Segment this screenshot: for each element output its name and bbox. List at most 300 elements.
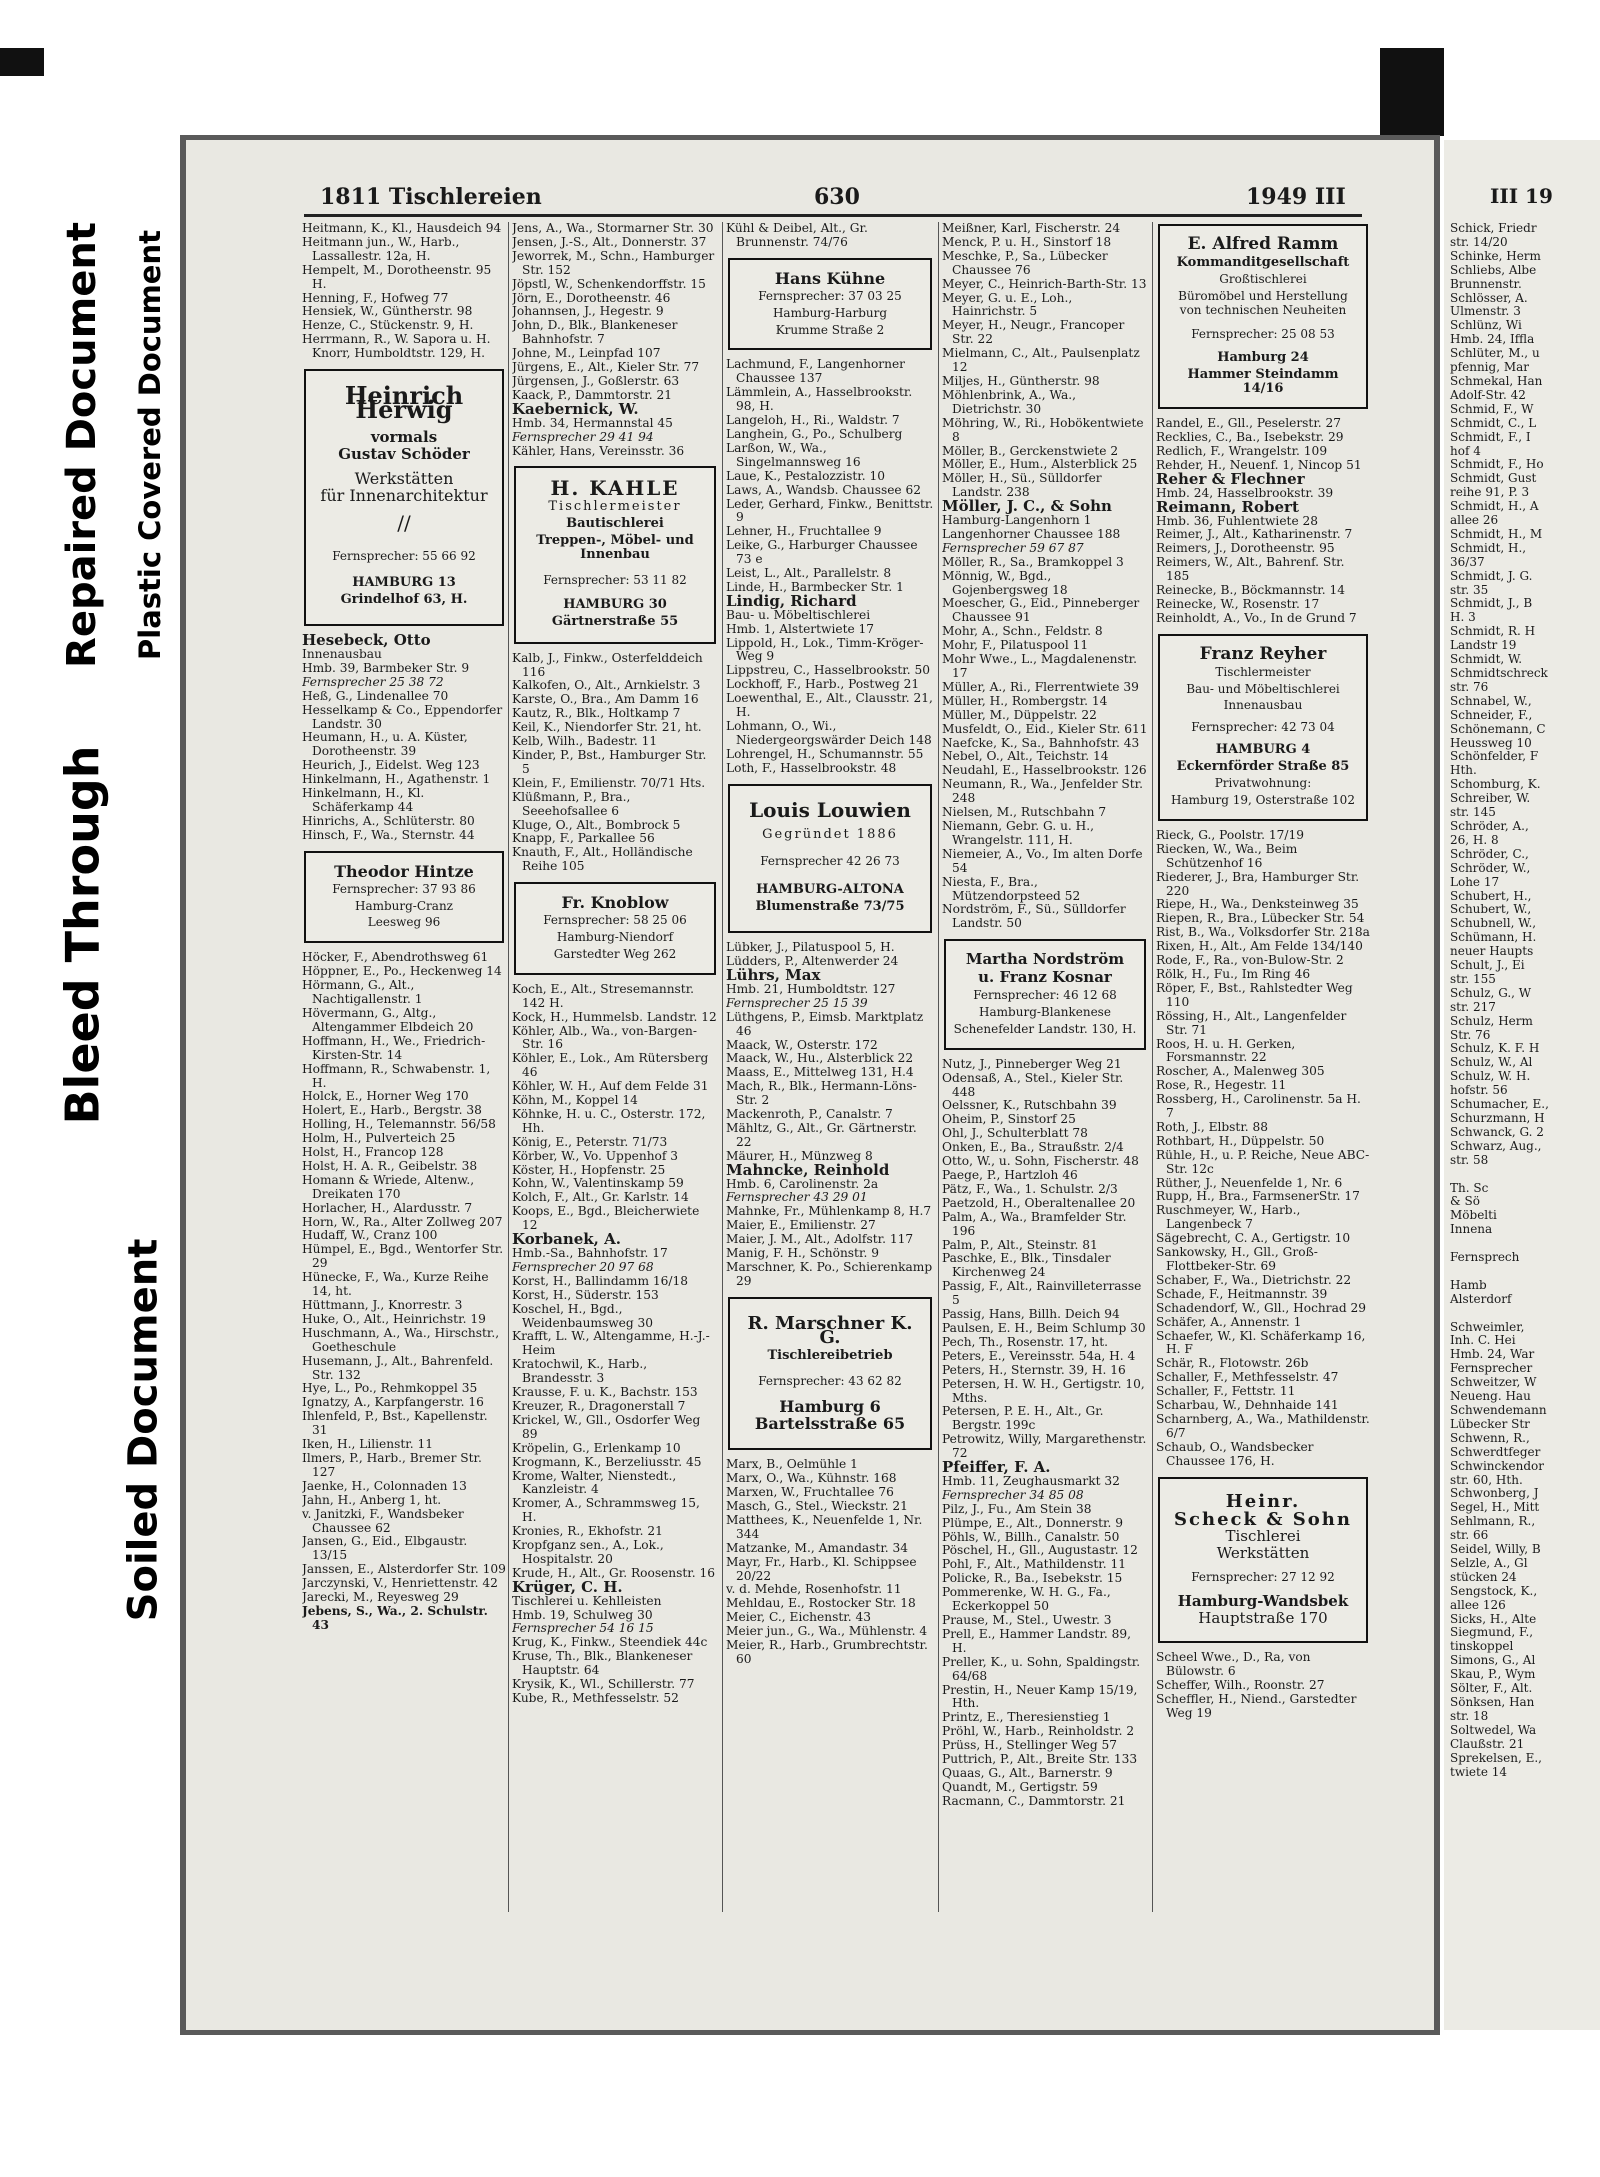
entry: Oheim, P., Sinstorf 25 — [942, 1112, 1076, 1127]
entry: Lüthgens, P., Eimsb. Marktplatz 46 — [726, 1009, 924, 1038]
entry: Leike, G., Harburger Chaussee 73 e — [726, 538, 918, 567]
adjacent-entry: Schmid, F., W — [1450, 401, 1534, 416]
entry: Lehner, H., Fruchtallee 9 — [726, 524, 882, 539]
adjacent-entry: Schwanck, G. 2 — [1450, 1124, 1544, 1139]
ad-name: Fr. Knoblow — [561, 893, 669, 913]
entry: Hmb. 34, Hermannstal 45 — [512, 415, 673, 430]
adjacent-entry: Sicks, H., Alte — [1450, 1611, 1537, 1626]
entry: Kruse, Th., Blk., Blankeneser Hauptstr. 64 — [512, 1649, 693, 1678]
entry: Husemann, J., Alt., Bahrenfeld. Str. 132 — [302, 1353, 494, 1382]
entry: Kratochwil, K., Harb., Brandesstr. 3 — [512, 1357, 648, 1386]
entry: Jebens, S., Wa., 2. Schulstr. 43 — [302, 1603, 488, 1632]
entry: Nielsen, M., Rutschbahn 7 — [942, 805, 1107, 820]
adjacent-entry: str. 217 — [1450, 999, 1496, 1014]
ad-phone: Fernsprecher: 37 93 86 — [332, 881, 476, 896]
entry: Nebel, O., Alt., Teichstr. 14 — [942, 749, 1109, 764]
entry: Kautz, R., Blk., Holtkamp 7 — [512, 706, 681, 721]
entry: Iken, H., Lilienstr. 11 — [302, 1437, 434, 1452]
adjacent-entry: Schönemann, C — [1450, 721, 1546, 736]
entry: Hövermann, G., Altg., Altengammer Elbdeich 20 — [302, 1005, 474, 1034]
entry: Pohl, F., Alt., Mathildenstr. 11 — [942, 1557, 1126, 1572]
adjacent-entry: Str. 76 — [1450, 1027, 1491, 1042]
entry: Paschke, E., Blk., Tinsdaler Kirchenweg 24 — [942, 1251, 1111, 1280]
entry: Maier, J. M., Alt., Adolfstr. 117 — [726, 1232, 914, 1247]
entry: Jarecki, M., Reyesweg 29 — [302, 1590, 459, 1605]
entry: Riepen, R., Bra., Lübecker Str. 54 — [1156, 911, 1365, 926]
adjacent-entry: stücken 24 — [1450, 1569, 1517, 1584]
adjacent-header: III 19 — [1490, 184, 1553, 208]
entry: Krogmann, K., Berzeliusstr. 45 — [512, 1454, 702, 1469]
entry: Maack, W., Osterstr. 172 — [726, 1037, 878, 1052]
entry: Hmb. 39, Barmbeker Str. 9 — [302, 660, 470, 675]
entry: Lachmund, F., Langenhorner Chaussee 137 — [726, 357, 905, 386]
entries-c3d — [726, 1458, 934, 1667]
entry: Policke, R., Ba., Isebekstr. 15 — [942, 1571, 1123, 1586]
ad-name: Heinr. — [1225, 1490, 1301, 1512]
adjacent-entry: Schult, J., Ei — [1450, 958, 1525, 973]
adjacent-entry: Schweitzer, W — [1450, 1375, 1537, 1390]
ad-name: Louis Louwien — [749, 797, 911, 822]
entry: Rieck, G., Poolstr. 17/19 — [1156, 827, 1304, 842]
entry: Hesebeck, Otto — [302, 631, 431, 650]
entry: Holst, H. A. R., Geibelstr. 38 — [302, 1158, 478, 1173]
entry: Koch, E., Alt., Stresemannstr. 142 H. — [512, 981, 695, 1010]
entry: Peters, E., Vereinsstr. 54a, H. 4 — [942, 1348, 1136, 1363]
entry: Kaack, P., Dammtorstr. 21 — [512, 387, 673, 402]
adjacent-entry: Möbelti — [1450, 1208, 1497, 1223]
entry: Schaller, F., Fettstr. 11 — [1156, 1384, 1296, 1399]
ad-city: Hamburg 6 — [779, 1397, 881, 1417]
entry: Marx, O., Wa., Kühnstr. 168 — [726, 1471, 897, 1486]
scan-edge-mark — [0, 48, 44, 76]
adjacent-entry: Hamb — [1450, 1277, 1487, 1292]
entry: Mielmann, C., Alt., Paulsenplatz 12 — [942, 346, 1140, 375]
adjacent-entry: allee 126 — [1450, 1597, 1506, 1612]
entry: Ruschmeyer, W., Harb., Langenbeck 7 — [1156, 1203, 1301, 1232]
adjacent-entry: Schmidt, F., I — [1450, 429, 1531, 444]
entry: Herrmann, R., W. Sapora u. H. Knorr, Humboldtstr. 129, H. — [302, 332, 491, 361]
adjacent-entry: str. 60, Hth. — [1450, 1472, 1523, 1487]
column-3 — [726, 222, 934, 1922]
column-2 — [512, 222, 718, 1922]
ad-street: Garstedter Weg 262 — [553, 946, 677, 961]
entry: Hempelt, M., Dorotheenstr. 95 H. — [302, 262, 492, 291]
entries-c1c — [302, 951, 506, 1632]
ad-street: Gärtnerstraße 55 — [551, 613, 679, 629]
entry: Meyer, C., Heinrich-Barth-Str. 13 — [942, 276, 1147, 291]
entry: Marx, B., Oelmühle 1 — [726, 1457, 858, 1472]
entry: Meyer, H., Neugr., Francoper Str. 22 — [942, 318, 1125, 347]
adjacent-entry: Schubert, H., — [1450, 888, 1532, 903]
entry: Redlich, F., Wrangelstr. 109 — [1156, 443, 1328, 458]
adjacent-entry: Adolf-Str. 42 — [1450, 387, 1526, 402]
ad-street: Grindelhof 63, H. — [340, 592, 468, 608]
adjacent-entry: Schulz, W., Al — [1450, 1055, 1533, 1070]
adjacent-entry: Alsterdorf — [1450, 1291, 1512, 1306]
column-divider — [508, 222, 509, 1912]
entry: Scheffer, Wilh., Roonstr. 27 — [1156, 1677, 1325, 1692]
entry: Ignatzy, A., Karpfangerstr. 16 — [302, 1395, 484, 1410]
entry: König, E., Peterstr. 71/73 — [512, 1134, 668, 1149]
entry: Musfeldt, O., Eid., Kieler Str. 611 — [942, 721, 1148, 736]
entry: Pätz, F., Wa., 1. Schulstr. 2/3 — [942, 1181, 1118, 1196]
ad-phone: Fernsprecher: 46 12 68 — [973, 988, 1117, 1003]
adjacent-entry: Schulz, W. H. — [1450, 1069, 1531, 1084]
entry: Hmb. 6, Carolinenstr. 2a — [726, 1176, 879, 1191]
entry: Riecken, W., Wa., Beim Schützenhof 16 — [1156, 841, 1298, 870]
entry: Jeworrek, M., Schn., Hamburger Str. 152 — [512, 248, 715, 277]
entry: Reinecke, W., Rosenstr. 17 — [1156, 596, 1320, 611]
entry: Krug, K., Finkw., Steendiek 44c — [512, 1635, 708, 1650]
entry: Passig, Hans, Billh. Deich 94 — [942, 1307, 1120, 1322]
ad-city: HAMBURG 13 — [352, 575, 456, 591]
entry: Linde, H., Barmbecker Str. 1 — [726, 579, 904, 594]
ad-city: Hamburg-Blankenese — [979, 1004, 1111, 1019]
adjacent-entry: Siegmund, F., — [1450, 1625, 1534, 1640]
entry: Köhler, W. H., Auf dem Felde 31 — [512, 1079, 709, 1094]
entries-c3c — [726, 941, 934, 1289]
entry: Hünecke, F., Wa., Kurze Reihe 14, ht. — [302, 1270, 489, 1299]
adjacent-entry: Sprekelsen, E., — [1450, 1750, 1542, 1765]
entry: Henze, C., Stückenstr. 9, H. — [302, 318, 474, 333]
ad-text: Tischlermeister — [548, 499, 682, 515]
adjacent-entry: Schick, Friedr — [1450, 221, 1537, 235]
adjacent-entry: Schmidt, W. — [1450, 652, 1523, 667]
entry: Hmb.-Sa., Bahnhofstr. 17 — [512, 1246, 668, 1260]
entry: Rothbart, H., Düppelstr. 50 — [1156, 1133, 1325, 1148]
entry: Schär, R., Flotowstr. 26b — [1156, 1356, 1309, 1371]
entry: Neumann, R., Wa., Jenfelder Str. 248 — [942, 777, 1144, 806]
entries-c5c — [1156, 1651, 1370, 1721]
directory-page — [186, 140, 1434, 2030]
adjacent-entry: tinskoppel — [1450, 1639, 1514, 1654]
entry: Menck, P. u. H., Sinstorf 18 — [942, 234, 1112, 249]
column-5 — [1156, 222, 1370, 1922]
entry: Möller, R., Sa., Bramkoppel 3 — [942, 554, 1124, 569]
entry: Kube, R., Methfesselstr. 52 — [512, 1691, 679, 1705]
entry: Krickel, W., Gll., Osdorfer Weg 89 — [512, 1412, 701, 1441]
entry: Möller, E., Hum., Alsterblick 25 — [942, 457, 1138, 472]
adjacent-entry: Hth. — [1450, 763, 1477, 778]
entry: Krysik, K., Wl., Schillerstr. 77 — [512, 1677, 695, 1692]
adjacent-entry: Neueng. Hau — [1450, 1389, 1531, 1404]
entry: Peters, H., Sternstr. 39, H. 16 — [942, 1362, 1126, 1377]
adjacent-entry: Schmidt, J. G. — [1450, 568, 1533, 583]
adjacent-entry: Schmidt, H., — [1450, 540, 1527, 555]
entry: Bau- u. Möbeltischlerei — [726, 607, 871, 622]
entry: Scheel Wwe., D., Ra, von Bülowstr. 6 — [1156, 1649, 1311, 1678]
ad-name: Hans Kühne — [774, 268, 886, 288]
ad-street: Bartelsstraße 65 — [754, 1414, 906, 1434]
entry: Jens, A., Wa., Stormarner Str. 30 — [512, 222, 714, 235]
entry: Reimer, J., Alt., Katharinenstr. 7 — [1156, 527, 1353, 542]
entry: Hoffmann, R., Schwabenstr. 1, H. — [302, 1061, 491, 1090]
entry: Langeloh, H., Ri., Waldstr. 7 — [726, 413, 900, 428]
ad-marschner — [728, 1297, 932, 1450]
entry: Prestin, H., Neuer Kamp 15/19, Hth. — [942, 1682, 1138, 1711]
entry: Niemeier, A., Vo., Im alten Dorfe 54 — [942, 846, 1143, 875]
entry: Köhnke, H. u. C., Osterstr. 172, Hh. — [512, 1106, 706, 1135]
adjacent-entry: Simons, G., Al — [1450, 1653, 1536, 1668]
entry: Johannsen, J., Hegestr. 9 — [512, 304, 664, 319]
entry: Hamburg-Langenhorn 1 — [942, 513, 1092, 528]
entry: Pöschel, H., Gll., Augustastr. 12 — [942, 1543, 1138, 1558]
adjacent-entry: Fernsprech — [1450, 1250, 1520, 1265]
entry: Pilz, J., Fu., Am Stein 38 — [942, 1501, 1092, 1516]
entry: Kähler, Hans, Vereinsstr. 36 — [512, 443, 685, 458]
adjacent-entry: Schubert, W., — [1450, 902, 1532, 917]
adjacent-entry: Schlösser, A. — [1450, 290, 1528, 305]
ad-city: HAMBURG 4 — [1215, 742, 1311, 758]
adjacent-entry: 36/37 — [1450, 554, 1485, 569]
entry: Schaub, O., Wandsbecker Chaussee 176, H. — [1156, 1439, 1314, 1468]
entry: Loth, F., Hasselbrookstr. 48 — [726, 760, 897, 775]
ad-reyher — [1158, 634, 1368, 821]
entry: Klein, F., Emilienstr. 70/71 Hts. — [512, 775, 706, 790]
entry: Ihlenfeld, P., Bst., Kapellenstr. 31 — [302, 1409, 488, 1438]
entry: Koschel, H., Bgd., Weidenbaumsweg 30 — [512, 1301, 654, 1330]
ad-text: vormals — [370, 427, 438, 446]
entry: Schäfer, A., Annenstr. 1 — [1156, 1314, 1302, 1329]
ad-city: HAMBURG 30 — [563, 596, 667, 612]
entry: Hye, L., Po., Rehmkoppel 35 — [302, 1381, 478, 1396]
entry: Krausse, F. u. K., Bachstr. 153 — [512, 1385, 698, 1400]
adjacent-entry: hof 4 — [1450, 443, 1481, 458]
entry: Prüss, H., Stellinger Weg 57 — [942, 1738, 1118, 1753]
entry: Holst, H., Francop 128 — [302, 1145, 444, 1160]
adjacent-entry: Hmb. 24, Iffla — [1450, 332, 1535, 347]
entry: Köster, H., Hopfenstr. 25 — [512, 1162, 666, 1177]
adjacent-entry: 26, H. 8 — [1450, 832, 1499, 847]
entry: Heumann, H., u. A. Küster, Dorotheenstr. 39 — [302, 730, 468, 759]
entry: Leder, Gerhard, Finkw., Benittstr. 9 — [726, 496, 934, 525]
ad-nordstrom — [944, 939, 1146, 1050]
entry: Hörmann, G., Alt., Nachtigallenstr. 1 — [302, 978, 423, 1007]
entry: Kromer, A., Schrammsweg 15, H. — [512, 1496, 700, 1525]
entry: Heß, G., Lindenallee 70 — [302, 688, 449, 703]
adjacent-entry: Ulmenstr. 3 — [1450, 304, 1521, 319]
entry: Schaber, F., Wa., Dietrichstr. 22 — [1156, 1272, 1352, 1287]
entry: Sägebrecht, C. A., Gertigstr. 10 — [1156, 1231, 1351, 1246]
ad-text: Innenausbau — [1223, 698, 1303, 713]
entry: Kröpelin, G., Erlenkamp 10 — [512, 1440, 681, 1455]
adjacent-entry: Schneider, F., — [1450, 707, 1533, 722]
adjacent-entry: Schinke, Herm — [1450, 248, 1541, 263]
adjacent-entry: Selzle, A., Gl — [1450, 1555, 1528, 1570]
entry: Oelssner, K., Rutschbahn 39 — [942, 1098, 1117, 1113]
entry: Langenhorner Chaussee 188 — [942, 526, 1121, 541]
column-1 — [302, 222, 506, 1922]
adjacent-entry: str. 35 — [1450, 582, 1489, 597]
entry: Müller, H., Rombergstr. 14 — [942, 693, 1108, 708]
entry: v. Janitzki, F., Wandsbeker Chaussee 62 — [302, 1506, 464, 1535]
adjacent-entry — [1450, 1265, 1549, 1279]
entry: Müller, A., Ri., Flerrentwiete 39 — [942, 679, 1139, 694]
ad-street: Blumenstraße 73/75 — [755, 899, 905, 915]
adjacent-entry: Schumacher, E., — [1450, 1097, 1549, 1112]
ad-ramm — [1158, 224, 1368, 409]
entry: Prause, M., Stel., Uwestr. 3 — [942, 1613, 1112, 1627]
ad-name: Heinrich Herwig — [344, 381, 464, 424]
entry: Petersen, P. E. H., Alt., Gr. Bergstr. 199c — [942, 1404, 1104, 1433]
column-4 — [942, 222, 1148, 1922]
entry: Neudahl, E., Hasselbrookstr. 126 — [942, 763, 1147, 778]
entry: Reher & Flechner — [1156, 469, 1305, 488]
adjacent-entry: H. 3 — [1450, 610, 1476, 625]
ad-phone: Fernsprecher: 25 08 53 — [1191, 326, 1335, 341]
entry: Marxen, W., Fruchtallee 76 — [726, 1485, 894, 1500]
entry: Manig, F. H., Schönstr. 9 — [726, 1246, 879, 1261]
adjacent-entry: Schweimler, — [1450, 1319, 1525, 1334]
entry: Maier, E., Emilienstr. 27 — [726, 1218, 876, 1233]
adjacent-entry: Schmidt, Gust — [1450, 471, 1537, 486]
adjacent-entry: Schliebs, Albe — [1450, 262, 1537, 277]
entry: Keil, K., Niendorfer Str. 21, ht. — [512, 720, 702, 735]
entry: Petrowitz, Willy, Margarethenstr. 72 — [942, 1432, 1147, 1461]
ad-city: Hamburg-Cranz — [354, 898, 453, 913]
entry: Mäurer, H., Münzweg 8 — [726, 1148, 873, 1163]
adjacent-entry: Schnabel, W., — [1450, 693, 1532, 708]
entry: Schaefer, W., Kl. Schäferkamp 16, H. F — [1156, 1328, 1366, 1357]
adjacent-entry: Schmidt, R. H — [1450, 624, 1536, 639]
entry: Schadendorf, W., Gll., Hochrad 29 — [1156, 1300, 1367, 1315]
ad-kahle — [514, 466, 716, 643]
ad-text: Großtischlerei — [1219, 271, 1307, 286]
adjacent-entry: allee 26 — [1450, 513, 1499, 528]
entry: Köhler, Alb., Wa., von-Bargen-Str. 16 — [512, 1023, 698, 1052]
adjacent-entry: Brunnenstr. — [1450, 276, 1522, 291]
adjacent-entry: Inh. C. Hei — [1450, 1333, 1516, 1348]
entries-c5a — [1156, 417, 1370, 626]
entry: Reimers, W., Alt., Bahrenf. Str. 185 — [1156, 555, 1345, 584]
entry: Hensiek, W., Güntherstr. 98 — [302, 304, 473, 319]
entry: Höppner, E., Po., Heckenweg 14 — [302, 964, 502, 979]
entry: Möller, B., Gerckenstwiete 2 — [942, 443, 1119, 458]
entry: Johne, M., Leinpfad 107 — [512, 346, 661, 361]
entries-c5b — [1156, 829, 1370, 1469]
entry: Hüttmann, J., Knorrestr. 3 — [302, 1298, 463, 1312]
adjacent-entry: Heussweg 10 — [1450, 735, 1532, 750]
entry: Lohmann, O., Wi., Niedergeorgswärder Deich 148 — [726, 719, 932, 747]
entry: Mohr, A., Schn., Feldstr. 8 — [942, 624, 1103, 639]
ad-text: Privatwohnung: — [1214, 776, 1312, 791]
adjacent-entry: Claußstr. 21 — [1450, 1736, 1525, 1751]
adjacent-entry: Fernsprecher — [1450, 1361, 1533, 1376]
entry: Larßon, W., Wa., Singelmannsweg 16 — [726, 440, 861, 469]
entry: Schaller, F., Methfesselstr. 47 — [1156, 1370, 1339, 1385]
entry: Köhler, E., Lok., Am Rütersberg 46 — [512, 1051, 709, 1080]
entry: Holling, H., Telemannstr. 56/58 — [302, 1117, 496, 1132]
adjacent-entry: pfennig, Mar — [1450, 360, 1530, 375]
ad-text: Werkstätten — [1216, 1544, 1310, 1563]
adjacent-entry: Schwonberg, J — [1450, 1486, 1539, 1501]
entries-c2c — [512, 983, 718, 1706]
entry: Scheffler, H., Niend., Garstedter Weg 19 — [1156, 1691, 1357, 1720]
entry: Pommerenke, W. H. G., Fa., Eckerkoppel 50 — [942, 1585, 1111, 1614]
ad-name: Theodor Hintze — [334, 861, 474, 881]
entry: Reimann, Robert — [1156, 497, 1299, 516]
header-year: 1949 III — [1246, 184, 1346, 210]
adjacent-entry: Schümann, H. — [1450, 930, 1537, 945]
ad-city: Hamburg-Harburg — [772, 305, 888, 320]
ad-city: Hamburg 24 — [1217, 350, 1309, 366]
entry: Krude, H., Alt., Gr. Roosenstr. 16 — [512, 1565, 716, 1580]
adjacent-entry: Schomburg, K. — [1450, 777, 1541, 792]
entry: Knapp, F., Parkallee 56 — [512, 831, 655, 846]
entry: Fernsprecher 59 67 87 — [942, 540, 1084, 555]
adjacent-entry: Soltwedel, Wa — [1450, 1722, 1537, 1737]
ad-phone: Fernsprecher: 42 73 04 — [1191, 720, 1335, 735]
entry: Kolch, F., Alt., Gr. Karlstr. 14 — [512, 1190, 689, 1205]
ad-text: Bau- und Möbeltischlerei — [1186, 681, 1340, 696]
entry: Lührs, Max — [726, 965, 821, 984]
ad-phone: Fernsprecher: 58 25 06 — [543, 913, 687, 928]
entry: Puttrich, P., Alt., Breite Str. 133 — [942, 1752, 1138, 1767]
adjacent-entry: neuer Haupts — [1450, 944, 1534, 959]
adjacent-entry: Lohe 17 — [1450, 874, 1500, 889]
entry: Odensaß, A., Stel., Kieler Str. 448 — [942, 1070, 1124, 1099]
entry: Rölk, H., Fu., Im Ring 46 — [1156, 966, 1311, 981]
adjacent-entry: Schröder, W., — [1450, 860, 1531, 875]
entry: Niesta, F., Bra., Mützendorpsteed 52 — [942, 874, 1081, 903]
adjacent-entry: str. 18 — [1450, 1708, 1489, 1723]
entry: Lohrengel, H., Schumannstr. 55 — [726, 746, 924, 761]
entry: Rossberg, H., Carolinenstr. 5a H. 7 — [1156, 1092, 1361, 1121]
adjacent-entry: Sengstock, K., — [1450, 1583, 1538, 1598]
entry: Kinder, P., Bst., Hamburger Str. 5 — [512, 748, 707, 776]
entry: Hmb. 1, Alstertwiete 17 — [726, 621, 875, 636]
entry: Krüger, C. H. — [512, 1577, 623, 1596]
entry: Fernsprecher 29 41 94 — [512, 429, 654, 444]
adjacent-entry: Schmidtschreck — [1450, 666, 1548, 680]
entry: Körber, W., Vo. Uppenhof 3 — [512, 1148, 679, 1163]
entry: Jensen, J.-S., Alt., Donnerstr. 37 — [512, 234, 707, 249]
entry: Janssen, E., Alsterdorfer Str. 109 — [302, 1562, 506, 1577]
adjacent-entry: Hmb. 24, War — [1450, 1347, 1535, 1362]
entry: Riederer, J., Bra, Hamburger Str. 220 — [1156, 869, 1360, 898]
entry: Jörn, E., Dorotheenstr. 46 — [512, 290, 671, 305]
entry: Prell, E., Hammer Landstr. 89, H. — [942, 1626, 1132, 1655]
entry: Huschmann, A., Wa., Hirschstr., Goetheschule — [302, 1325, 500, 1354]
ad-street: Hauptstraße 170 — [1198, 1609, 1328, 1628]
ad-phone: Fernsprecher: 43 62 82 — [758, 1373, 902, 1388]
entry: Reimers, J., Dorotheenstr. 95 — [1156, 541, 1335, 556]
adjacent-entry: Schurzmann, H — [1450, 1111, 1545, 1125]
entry: Korst, H., Süderstr. 153 — [512, 1287, 659, 1302]
entry: Müller, M., Düppelstr. 22 — [942, 707, 1097, 722]
entry: Scharnberg, A., Wa., Mathildenstr. 6/7 — [1156, 1411, 1370, 1440]
entry: Leist, L., Alt., Parallelstr. 8 — [726, 566, 892, 581]
entry: Nordström, F., Sü., Sülldorfer Landstr. 50 — [942, 902, 1126, 931]
ad-city: Hamburg-Wandsbek — [1177, 1592, 1349, 1611]
entry: Koops, E., Bgd., Bleicherwiete 12 — [512, 1204, 700, 1233]
entry: Scharbau, W., Dehnhaide 141 — [1156, 1398, 1339, 1413]
adjacent-entry: twiete 14 — [1450, 1764, 1508, 1779]
entries-c4a — [942, 222, 1148, 931]
adjacent-entry: Schlüter, M., u — [1450, 346, 1540, 361]
entry: Preller, K., u. Sohn, Spaldingstr. 64/68 — [942, 1654, 1141, 1683]
repaired-document-stamp: Repaired Document — [46, 205, 118, 685]
entry: Jaenke, H., Colonnaden 13 — [302, 1478, 467, 1493]
adjacent-entry: Schmidt, F., Ho — [1450, 457, 1544, 472]
entry: Klüßmann, P., Bra., Seeehofsallee 6 — [512, 789, 631, 818]
ad-kuhne — [728, 258, 932, 351]
entry: Möller, J. C., & Sohn — [942, 497, 1112, 516]
entry: Hmb. 21, Humboldtstr. 127 — [726, 981, 896, 996]
entry: Meier, C., Eichenstr. 43 — [726, 1610, 871, 1625]
entry: Kalb, J., Finkw., Osterfelddeich 116 — [512, 650, 703, 679]
entry: Palm, A., Wa., Bramfelder Str. 196 — [942, 1209, 1127, 1238]
